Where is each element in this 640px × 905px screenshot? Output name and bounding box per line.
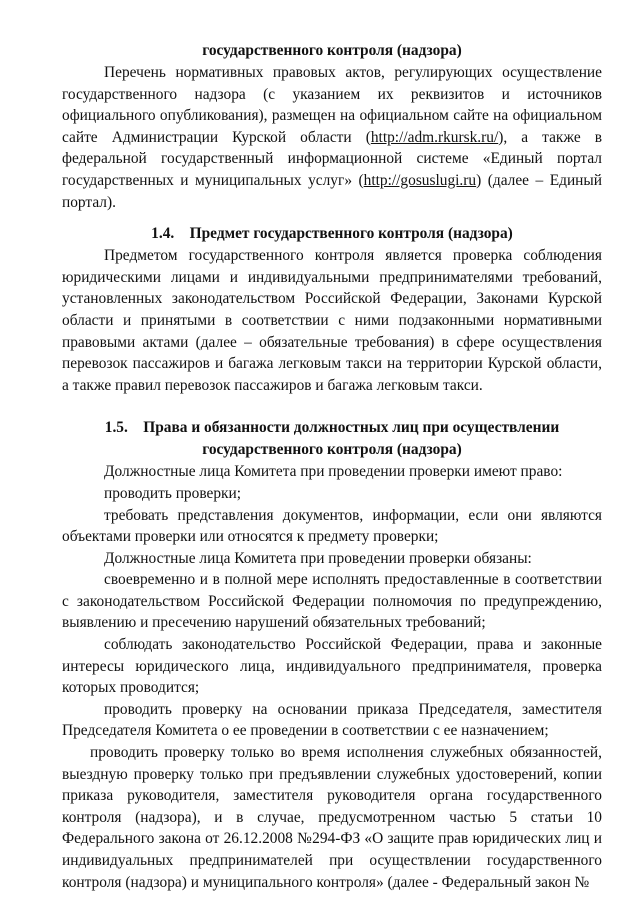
- duty-exercise-powers: своевременно и в полной мере исполнять предоставленные в соответствии с законодательством Российской Федерации полномочия по предупреждению, выявлению и пресечению нарушений обязательных требований;: [62, 571, 602, 632]
- adm-rkursk-link[interactable]: http://adm.rkursk.ru/: [370, 128, 499, 146]
- right-conduct-inspections: проводить проверки;: [104, 484, 242, 502]
- duties-intro: Должностные лица Комитета при проведении проверки обязаны:: [104, 549, 532, 567]
- continued-heading: государственного контроля (надзора): [202, 42, 462, 59]
- rights-intro: Должностные лица Комитета при проведении проверки имеют право:: [104, 463, 563, 481]
- paragraph-text: Перечень нормативных правовых актов, регулирующих осуществление государственного надзора (с указанием их реквизитов и источников официального опубликования), размещен на официальном сайте на официальном сайте Администрации Курской области (: [62, 64, 602, 146]
- section-1-5-title: [62, 417, 602, 461]
- paragraph-text: ) (далее – Единый портал).: [62, 171, 602, 211]
- normative-acts-paragraph: [62, 62, 602, 213]
- right-request-documents: требовать представления документов, информации, если они являются объектами проверки или относятся к предмету проверки;: [62, 506, 602, 546]
- duty-inspection-by-order: проводить проверку на основании приказа Председателя, заместителя Председателя Комитета о ее проведении в соответствии с ее назначением;: [62, 700, 602, 740]
- document-page: [62, 40, 602, 893]
- section-1-5-title-line2: государственного контроля (надзора): [202, 441, 462, 459]
- section-title-text: Предмет государственного контроля (надзора): [189, 225, 513, 243]
- paragraph-text: ), а также в федеральной государственный информационной системе «Единый портал государственных и муниципальных услуг» (: [62, 128, 603, 189]
- section-number: 1.4.: [151, 225, 175, 243]
- section-title-text: Права и обязанности должностных лиц при осуществлении: [143, 419, 560, 437]
- section-number: 1.5.: [104, 419, 128, 437]
- gosuslugi-link[interactable]: http://gosuslugi.ru: [363, 171, 477, 189]
- section-1-4-text: Предметом государственного контроля является проверка соблюдения юридическими лицами и индивидуальными предпринимателями требований, установленных законодательством Российской Федерации, Законами Курской области и принятыми в соответствии с ними подзаконными нормативными правовыми актами (далее – обязательные требования) в сфере осуществления перевозок пассажиров и багажа легковым такси на территории Курской области, а также правил перевозок пассажиров и багажа легковым такси.: [62, 247, 602, 394]
- section-1-5-title-line1: [62, 417, 602, 439]
- duty-inspection-during-service: проводить проверку только во время исполнения служебных обязанностей, выездную проверку только при предъявлении служебных удостоверений, копии приказа руководителя, заместителя руководителя органа государственного контроля (надзора), и в случае, предусмотренном частью 5 статьи 10 Федерального закона от 26.12.2008 №294-ФЗ «О защите прав юридических лиц и индивидуальных предпринимателей при осуществлении государственного контроля (надзора) и муниципального контроля» (далее - Федеральный закон №: [62, 744, 602, 891]
- duty-observe-law: соблюдать законодательство Российской Федерации, права и законные интересы юридического лица, индивидуального предпринимателя, проверка которых проводится;: [62, 636, 602, 697]
- section-1-4-title: [62, 223, 602, 245]
